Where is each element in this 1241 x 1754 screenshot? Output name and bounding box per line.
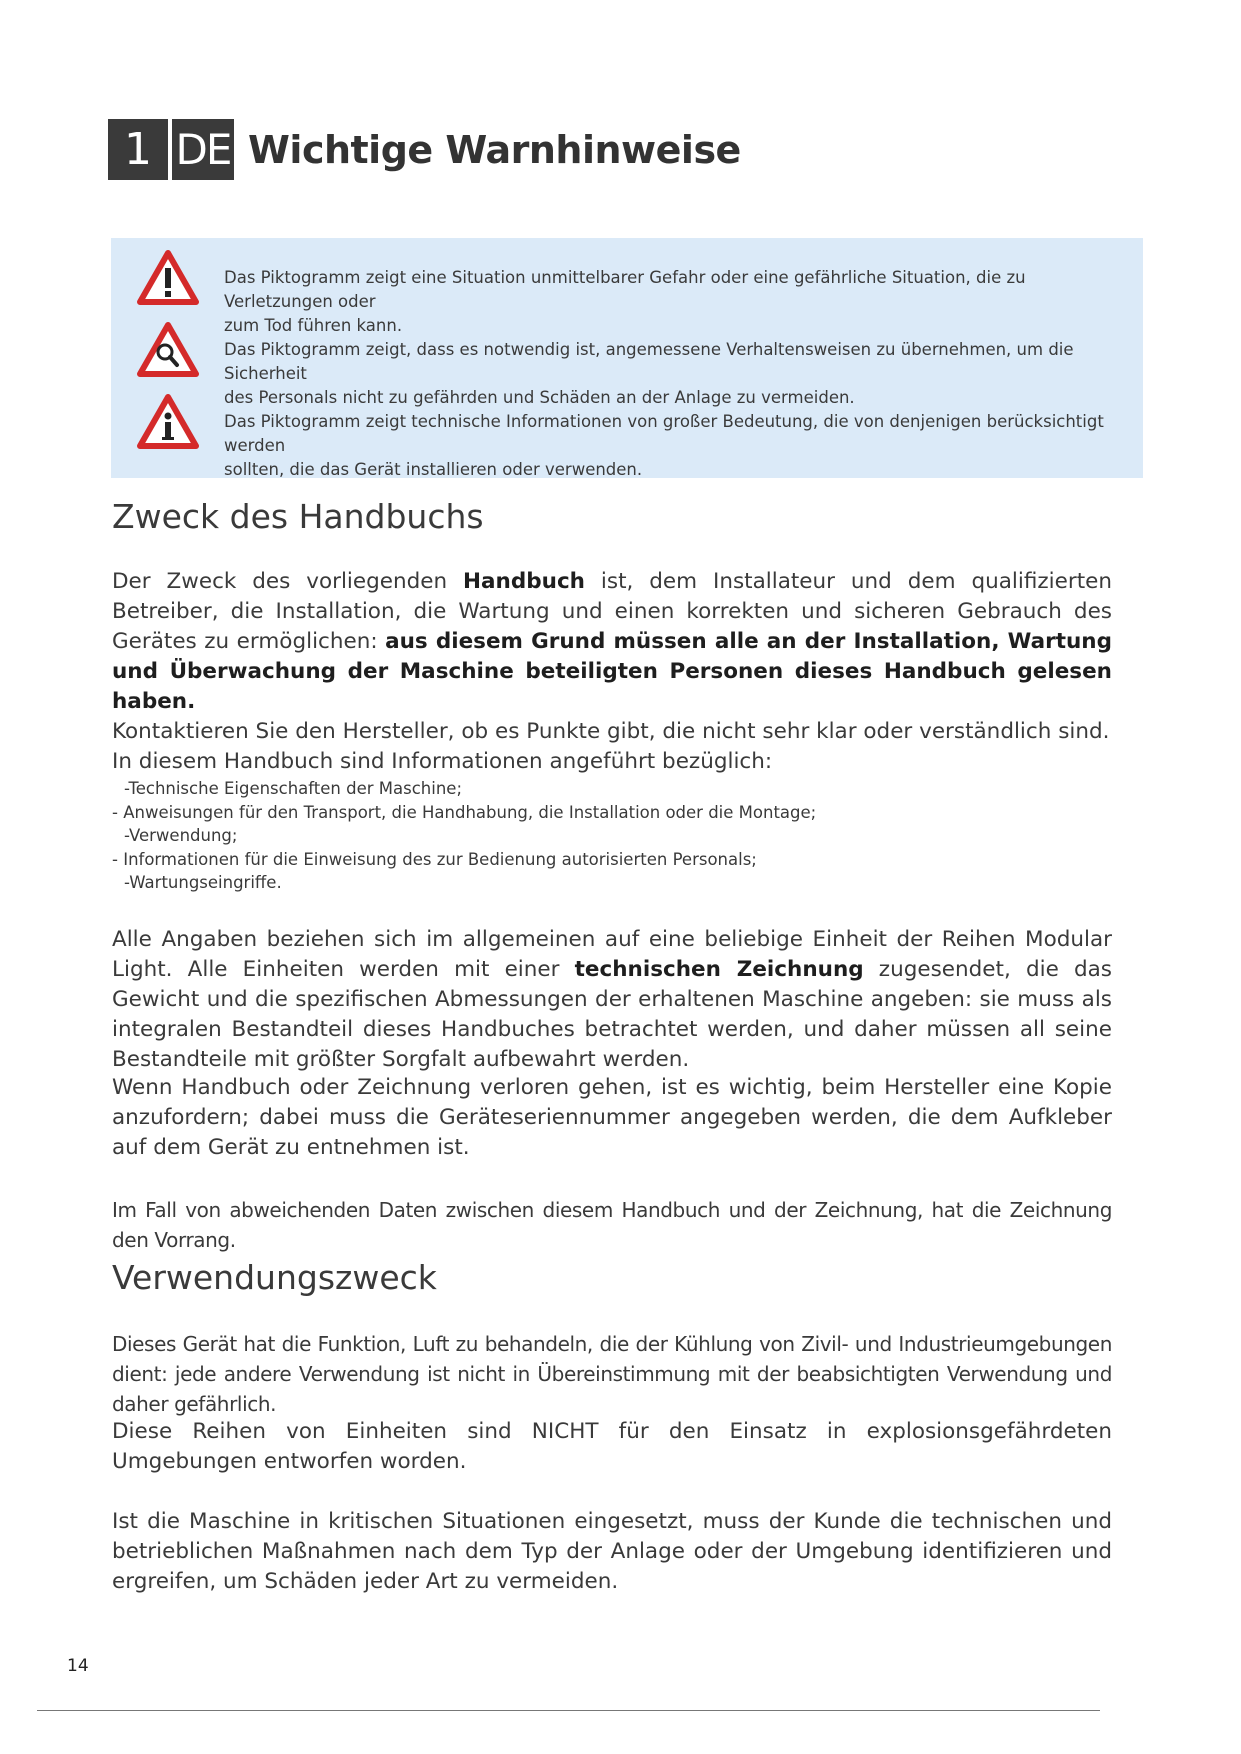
paragraph-usage-function: Dieses Gerät hat die Funktion, Luft zu behandeln, die der Kühlung von Zivil- und Industrieumgebungen dient: jede andere Verwendung ist nicht in Übereinstimmung mit der beabsichtigten Verwendung und daher gefährlich. [112,1332,1112,1416]
info-list [112,747,1012,895]
heading-purpose: Zweck des Handbuchs [112,497,484,536]
list-item: -Verwendung; [124,826,238,845]
paragraph-lost-manual: Wenn Handbuch oder Zeichnung verloren gehen, ist es wichtig, beim Hersteller eine Kopie anzufordern; dabei muss die Geräteseriennummer angegeben werden, die dem Aufkleber auf dem Gerät zu entnehmen ist. [112,1075,1112,1160]
heading-usage: Verwendungszweck [112,1258,437,1297]
list-item: - Anweisungen für den Transport, die Handhabung, die Installation oder die Montage; [112,802,817,822]
footer-divider [37,1710,1100,1711]
section-number-badge: 1 [108,119,168,180]
paragraph-usage-critical: Ist die Maschine in kritischen Situationen eingesetzt, muss der Kunde die technischen und betrieblichen Maßnahmen nach dem Typ der Anlage oder der Umgebung identifizieren und ergreifen, um Schäden jeder Art zu vermeiden. [112,1509,1112,1594]
section-header [108,119,741,180]
warning-row-info [111,392,1143,479]
info-i-icon [137,394,199,450]
list-item: -Wartungseingriffe. [124,873,282,892]
paragraph-purpose-intro: Der Zweck des vorliegenden Handbuch ist, dem Installateur und dem qualifizierten Betreiber, die Installation, die Wartung und einen korrekten und sicheren Gebrauch des Gerätes zu ermöglichen: aus diesem Grund müssen alle an der Installation, Wartung und Überwachung der Maschine beteiligten Personen dieses Handbuch gelesen haben. Kontaktieren Sie den Hersteller, ob es Punkte gibt, die nicht sehr klar oder verständlich sind. [112,569,1112,744]
list-lead: In diesem Handbuch sind Informationen angeführt bezüglich: [112,749,773,774]
warning-legend-box [111,238,1143,478]
caution-magnifier-icon [137,322,199,378]
warning-text: Das Piktogramm zeigt technische Informationen von großer Bedeutung, die von denjenigen berücksichtigt werden sollten, die das Gerät installieren oder verwenden. [224,412,1104,479]
danger-exclamation-icon [137,250,199,306]
paragraph-drawing: Alle Angaben beziehen sich im allgemeinen auf eine beliebige Einheit der Reihen Modular Light. Alle Einheiten werden mit einer technischen Zeichnung zugesendet, die das Gewicht und die spezifischen Abmessungen der erhaltenen Maschine angeben: sie muss als integralen Bestandteil dieses Handbuches betrachtet werden, und daher müssen all seine Bestandteile mit größter Sorgfalt aufbewahrt werden. [112,927,1112,1072]
warning-row-danger [111,248,1143,335]
list-item: - Informationen für die Einweisung des zur Bedienung autorisierten Personals; [112,849,757,869]
paragraph-usage-explosion: Diese Reihen von Einheiten sind NICHT für den Einsatz in explosionsgefährdeten Umgebungen entworfen worden. [112,1419,1112,1474]
page-title: Wichtige Warnhinweise [248,127,741,172]
warning-text: Das Piktogramm zeigt eine Situation unmittelbarer Gefahr oder eine gefährliche Situation, die zu Verletzungen oder zum Tod führen kann. [224,268,1026,335]
list-item: -Technische Eigenschaften der Maschine; [124,779,463,798]
language-badge: DE [172,119,234,180]
warning-row-caution [111,320,1143,407]
paragraph-precedence: Im Fall von abweichenden Daten zwischen diesem Handbuch und der Zeichnung, hat die Zeichnung den Vorrang. [112,1198,1112,1252]
warning-text: Das Piktogramm zeigt, dass es notwendig ist, angemessene Verhaltensweisen zu übernehmen, um die Sicherheit des Personals nicht zu gefährden und Schäden an der Anlage zu vermeiden. [224,340,1074,407]
page-number: 14 [67,1656,89,1676]
